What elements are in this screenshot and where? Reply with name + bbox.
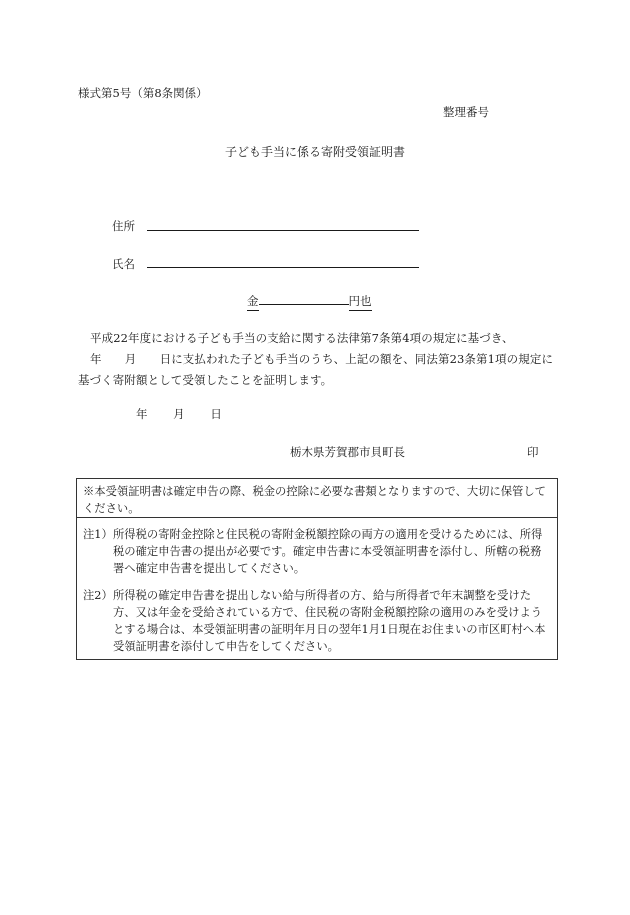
statement-line-2: 年 月 日に支払われた子ども手当のうち、上記の額を、同法第23条第1項の規定に: [90, 352, 554, 366]
note-mark: 注1）: [83, 528, 113, 541]
notes-section: [83, 526, 551, 665]
issue-date: [136, 406, 222, 422]
amount-suffix: 円也: [349, 293, 372, 311]
note-mark: 注2）: [83, 589, 113, 602]
certification-statement: [78, 328, 558, 391]
address-label: 住所: [112, 219, 135, 233]
note-text: 所得税の寄附金控除と住民税の寄附金税額控除の両方の適用を受けるためには、所得税の確定申告書の提出が必要です。確定申告書に本受領証明書を添付し、所轄の税務署へ確定申告書を提出してください。: [113, 528, 543, 575]
name-field-line[interactable]: [147, 267, 419, 268]
note-text: 所得税の確定申告書を提出しない給与所得者の方、給与所得者で年末調整を受けた方、又は年金を受給されている方で、住民税の寄附金税額控除の適用のみを受けようとする場合は、本受領証明書の証明年月日の翌年1月1日現在お住まいの市区町村へ本受領証明書を添付して申告をしてください。: [113, 589, 546, 653]
amount-prefix: 金: [247, 293, 259, 311]
note-item: [83, 587, 551, 655]
note-item: [83, 526, 551, 577]
date-day: 日: [210, 407, 222, 421]
reference-number-label: 整理番号: [443, 105, 489, 119]
date-month: 月: [173, 407, 185, 421]
name-label: 氏名: [112, 257, 135, 271]
form-number: 様式第5号（第8条関係）: [78, 86, 208, 100]
date-year: 年: [136, 407, 148, 421]
issuer-name: 栃木県芳賀郡市貝町長: [290, 445, 405, 459]
statement-line-3: 基づく寄附額として受領したことを証明します。: [78, 373, 333, 387]
statement-line-1: 平成22年度における子ども手当の支給に関する法律第7条第4項の規定に基づき、: [90, 331, 514, 345]
amount-value-field[interactable]: [259, 303, 349, 305]
address-field-line[interactable]: [147, 230, 419, 231]
amount-line: [247, 293, 372, 311]
document-title: 子ども手当に係る寄附受領証明書: [224, 145, 405, 159]
keep-notice-section: [77, 479, 557, 518]
notice-box: [76, 478, 558, 660]
keep-notice-text: ※本受領証明書は確定申告の際、税金の控除に必要な書類となりますので、大切に保管してください。: [83, 485, 546, 515]
seal-mark: 印: [527, 445, 539, 459]
